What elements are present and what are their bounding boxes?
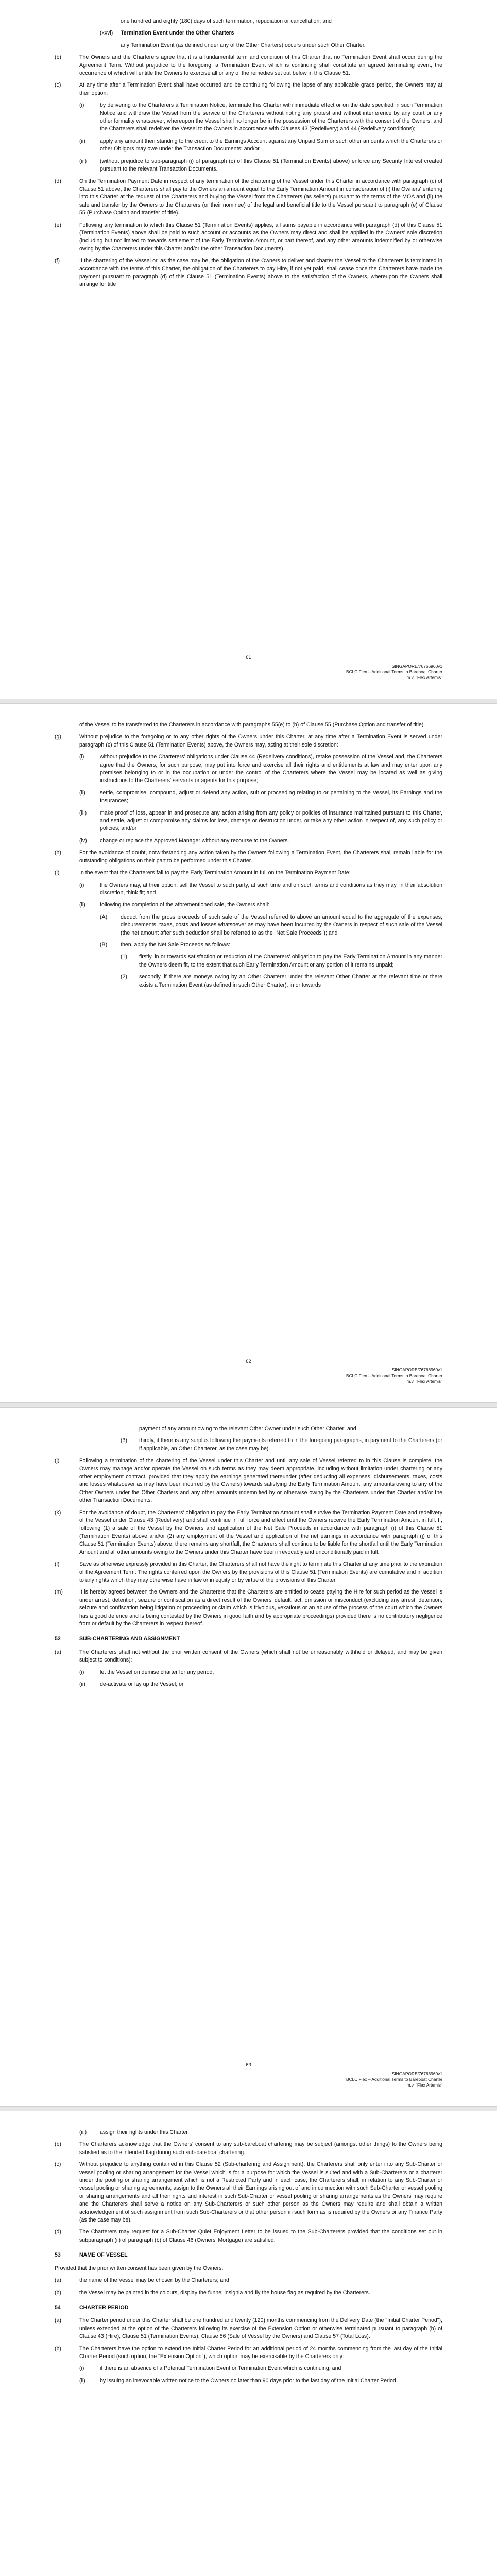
- clause-item: [79, 901, 442, 909]
- clause-label: (a): [55, 1649, 61, 1655]
- footer-vessel: m.v. "Flex Artemis": [406, 1379, 442, 1384]
- footer-doc-ref: SINGAPORE/76766960v1: [391, 1367, 442, 1372]
- clause-text: the name of the Vessel may be chosen by the Charterers; and: [79, 2277, 229, 2284]
- clause-label: (i): [79, 754, 84, 760]
- clause-label: (k): [55, 1509, 61, 1516]
- clause-label: (e): [55, 222, 61, 228]
- clause-text: firstly, in or towards satisfaction or reduction of the Charterers' obligation to pay the Early Termination Amount in any manner the Owners deem fit, to the extent that such Early Termination Amount or any portion of it remains unpaid;: [139, 954, 442, 968]
- clause-label: (b): [55, 54, 61, 61]
- clause-item: [55, 2141, 442, 2157]
- section-title: NAME OF VESSEL: [79, 2252, 128, 2259]
- clause-item: [79, 138, 442, 154]
- clause-text: The Charterers acknowledge that the Owners' consent to any sub-bareboat chartering may be subject (amongst other things) to the Owners being satisfied as to the intended flag during such sub-bareboat chartering.: [79, 2141, 442, 2156]
- section-title: SUB-CHARTERING AND ASSIGNMENT: [79, 1636, 180, 1642]
- clause-item: [55, 733, 442, 749]
- section-intro: Provided that the prior written consent has been given by the Owners:: [55, 2265, 224, 2272]
- footer-reference: [346, 664, 442, 681]
- clause-label: (c): [55, 82, 61, 89]
- clause-label: (ii): [79, 2377, 85, 2384]
- clause-item: [55, 1649, 442, 1665]
- clause-label: (ii): [79, 138, 85, 144]
- clause-text: settle, compromise, compound, adjust or defend any action, suit or proceeding relating to or pertaining to the Vessel, its Earnings and the Insurances;: [100, 789, 442, 804]
- clause-text: following the completion of the aforementioned sale, the Owners shall:: [100, 902, 270, 908]
- clause-item: [55, 178, 442, 217]
- clause-text: without prejudice to the Charterers' obligations under Clause 44 (Redelivery conditions), retake possession of the Vessel and, the Charterers agree that the Owners, for such purpose, may put into force and exercise all their rights and entitlements at law and may enter upon any premises belonging to or in the occupation or under the control of the Charterers where the Vessel may be located as well as giving instructions to the Charterers' servants or agents for this purpose;: [100, 754, 442, 784]
- clause-item: [55, 1561, 442, 1584]
- clause-item: [79, 809, 442, 833]
- clause-text: If the chartering of the Vessel or, as the case may be, the obligation of the Owners to deliver and charter the Vessel to the Charterers is terminated in accordance with the terms of this Charter, the obligation of the Charterers to pay Hire, if not yet paid, shall cease once the Charterers have made the payment pursuant to paragraph (d) of this Clause 51 (Termination Events) above to the satisfaction of the Owners, whereupon the Owners shall arrange for title: [79, 258, 442, 288]
- section-heading-54: [55, 2304, 442, 2312]
- footer-vessel: m.v. "Flex Artemis": [406, 2082, 442, 2088]
- clause-item: [79, 2365, 442, 2372]
- clause-item: [55, 849, 442, 865]
- clause-text: deduct from the gross proceeds of such sale of the Vessel referred to above an amount equal to the aggregate of the expenses, disbursements, taxes, costs and losses whatsoever as may have been incurred by the Owners in respect of such sale of the Vessel (the net amount after such deduction shall be referred to as the "Net Sale Proceeds"); and: [121, 913, 442, 936]
- clause-text: let the Vessel on demise charter for any period;: [100, 1669, 214, 1675]
- clause-label: (b): [55, 2141, 61, 2148]
- clause-label: (1): [121, 954, 127, 960]
- document-page-62: [0, 704, 497, 1402]
- clause-text: Following any termination to which this Clause 51 (Termination Events) applies, all sums payable in accordance with paragraph (d) of this Clause 51 (Termination Events) above shall be paid to such account or accounts as the Owners may direct and shall be applied in the Owners' sole discretion (including but not limited to towards settlement of the Early Termination Amount, or part thereof, and any other amounts indemnified by or otherwise owing by the Charterers under this Charter and/or the other Transaction Documents).: [79, 222, 442, 252]
- section-number: 53: [55, 2252, 61, 2259]
- clause-label: (l): [55, 1561, 60, 1568]
- clause-text: (without prejudice to sub-paragraph (i) of paragraph (c) of this Clause 51 (Termination Events) above) enforce any Security Interest created pursuant to the relevant Transaction Documents.: [100, 158, 442, 173]
- clause-label: (f): [55, 258, 60, 264]
- clause-item: [100, 29, 442, 37]
- page-number: 63: [246, 2062, 251, 2067]
- document-page-63: [0, 1408, 497, 2106]
- clause-text: by issuing an irrevocable written notice to the Owners no later than 90 days prior to the last day of the Initial Charter Period.: [100, 2377, 398, 2384]
- clause-item: [55, 869, 442, 877]
- section-number: 52: [55, 1636, 61, 1642]
- clause-label: (A): [100, 913, 108, 920]
- clause-label: (d): [55, 178, 61, 184]
- clause-text: change or replace the Approved Manager without any recourse to the Owners.: [100, 837, 289, 844]
- clause-item: [79, 2129, 442, 2137]
- clause-item: [55, 1588, 442, 1628]
- clause-item: [79, 837, 442, 845]
- clause-item: [121, 973, 442, 989]
- clause-label: (B): [100, 941, 108, 948]
- clause-item: [79, 158, 442, 174]
- clause-label: (j): [55, 1458, 60, 1464]
- footer-vessel: m.v. "Flex Artemis": [406, 675, 442, 680]
- clause-label: (iv): [79, 837, 87, 844]
- clause-text: Save as otherwise expressly provided in this Charter, the Charterers shall not have the right to terminate this Charter at any time prior to the expiration of the Agreement Term. The rights conferred upon the Owners by the provisions of this Clause 51 (Termination Events) are cumulative and in addition to any rights which they may otherwise have in law or in equity or by virtue of the provisions of this Charter.: [79, 1561, 442, 1583]
- section-heading-52: [55, 1635, 442, 1643]
- page-number: 62: [246, 1358, 251, 1364]
- clause-label: (iii): [79, 809, 87, 816]
- clause-label: (i): [79, 882, 84, 888]
- clause-text: if there is an absence of a Potential Termination Event or Termination Event which is continuing; and: [100, 2365, 341, 2372]
- section-heading-53: [55, 2251, 442, 2259]
- section-title: CHARTER PERIOD: [79, 2304, 129, 2311]
- page-footer: [55, 653, 442, 684]
- clause-item: [100, 913, 442, 937]
- clause-text: On the Termination Payment Date in respect of any termination of the chartering of the Vessel under this Charter in accordance with paragraph (c) of Clause 51 above, the Charterers shall pay to the Owners an amount equal to the Early Termination Amount in consideration of (i) the Owners' entering into this Charter at the request of the Charterers and buying the Vessel from the Charterers (as sellers) pursuant to the terms of the MOA and (ii) the sale and transfer by the Owners to the Charterers (or their nominee) of the legal and beneficial title to the Vessel pursuant to paragraph (e) of Clause 55 (Purchase Option and transfer of title).: [79, 178, 442, 216]
- clause-item: [55, 2277, 442, 2284]
- clause-text: secondly, if there are moneys owing by an Other Charterer under the relevant Other Charter at the relevant time or there exists a Termination Event (as defined in such Other Charter), in or towards: [139, 974, 442, 988]
- clause-text: The Charterers have the option to extend the Initial Charter Period for an additional period of 24 months commencing from the last day of the Initial Charter Period (such option, the "Extension Option"), which option may be exercisable by the Charterers only:: [79, 2345, 442, 2360]
- clause-item: [100, 941, 442, 949]
- clause-item: [79, 882, 442, 897]
- clause-text: For the avoidance of doubt, notwithstanding any action taken by the Owners following a Termination Event, the Charterers shall remain liable for the outstanding obligations on their part to be performed under this Charter.: [79, 850, 442, 864]
- clause-item: [121, 1437, 442, 1453]
- clause-text: For the avoidance of doubt, the Charterers' obligation to pay the Early Termination Amount shall survive the Termination Payment Date and redelivery of the Vessel under Clause 43 (Redelivery) and shall continue in full force and effect until the Owners receive the Early Termination Amount in full. If, following (1) a sale of the Vessel by the Owners and application of the Net Sale Proceeds in accordance with paragraph (i) of this Clause 51 (Termination Events) above and/or (2) any employment of the Vessel and application of the net earnings in accordance with paragraph (j) of this Clause 51 (Termination Events) above, there remains any shortfall, the Charterers shall continue to be liable for the shortfall until the Early Termination Amount and all other amounts owing to the Owners under this Charter have been irrevocably and unconditionally paid in full.: [79, 1509, 442, 1555]
- clause-label: (iii): [79, 2129, 87, 2136]
- clause-item: [79, 789, 442, 805]
- clause-text: The Charterers shall not without the prior written consent of the Owners (which shall not be unreasonably withheld or delayed, and may be given subject to conditions):: [79, 1649, 442, 1664]
- clause-text: then, apply the Net Sale Proceeds as follows:: [121, 941, 231, 948]
- clause-label: (a): [55, 2277, 61, 2284]
- clause-text: apply any amount then standing to the credit to the Earnings Account against any Unpaid Sum or such other amounts which the Charterers or other Obligors may owe under the Transaction Documents; and/or: [100, 138, 442, 152]
- clause-text: the Owners may, at their option, sell the Vessel to such party, at such time and on such terms and conditions as they may, in their absolution discretion, think fit; and: [100, 882, 442, 896]
- footer-doc-ref: SINGAPORE/76766960v1: [391, 2071, 442, 2076]
- clause-item: [55, 1509, 442, 1556]
- clause-label: (3): [121, 1437, 127, 1444]
- paragraph-continuation: of the Vessel to be transferred to the Charterers in accordance with paragraphs 55(e) to (h) of Clause 55 (Purchase Option and transfer of title).: [79, 722, 425, 728]
- clause-item: [79, 1669, 442, 1676]
- footer-doc-title: BCLC Flex – Additional Terms to Bareboat Charter: [346, 669, 442, 674]
- section-number: 54: [55, 2304, 61, 2311]
- clause-item: [55, 2345, 442, 2361]
- clause-text: Without prejudice to anything contained in this Clause 52 (Sub-chartering and Assignment), the Charterers shall only enter into any Sub-Charter or vessel pooling or sharing arrangement for the Vessel which is for a purpose for which the Vessel is suited and with a Sub-Charterers or a charterer under the pooling or sharing arrangement which is not a Restricted Party and in each case, the Charterers shall, in relation to any Sub-Charter or vessel pooling or sharing agreements, assign to the Owners all their Earnings arising out of and in connection with such Sub-Charter or vessel pooling or sharing arrangements and all their rights and interest in such Sub-Charter or vessel pooling or sharing arrangements as the Owners may require and the Charterers shall serve a notice on any Sub-Charterers or such other person as the Owners may require and shall obtain a written acknowledgement of such assignment from such Sub-Charterers or that other person in such form as is required by the Owners or any Finance Party (as the case may be).: [79, 2161, 442, 2224]
- clause-text: At any time after a Termination Event shall have occurred and be continuing following the lapse of any applicable grace period, the Owners may at their option:: [79, 82, 442, 96]
- clause-item: [79, 101, 442, 133]
- clause-label: (c): [55, 2161, 61, 2168]
- clause-item: [55, 2228, 442, 2244]
- clause-text: The Charter period under this Charter shall be one hundred and twenty (120) months commencing from the Delivery Date (the "Initial Charter Period"), unless extended at the option of the Charterers following its exercise of the Extension Option or otherwise terminated pursuant to paragraph (b) of Clause 43 (Hire), Clause 51 (Termination Events), Clause 56 (Sale of Vessel by the Owners) and Clause 57 (Total Loss).: [79, 2317, 442, 2340]
- clause-item: [55, 2317, 442, 2341]
- clause-text: by delivering to the Charterers a Termination Notice, terminate this Charter with immediate effect or on the date specified in such Termination Notice and withdraw the Vessel from the service of the Charterers without noting any protest and without interference by any court or any other formality whatsoever, whereupon the Vessel shall no longer be in the possession of the Charterers with the consent of the Owners, and the Charterers shall redeliver the Vessel to the Owners in accordance with Clauses 43 (Redelivery) and 44 (Redelivery conditions);: [100, 102, 442, 132]
- clause-item: [55, 1457, 442, 1504]
- footer-doc-ref: SINGAPORE/76766960v1: [391, 664, 442, 669]
- clause-label: (ii): [79, 902, 85, 908]
- clause-label: (b): [55, 2345, 61, 2352]
- clause-label: (ii): [79, 1681, 85, 1687]
- clause-text: Without prejudice to the foregoing or to any other rights of the Owners under this Charter, at any time after a Termination Event is served under paragraph (c) of this Clause 51 (Termination Events) above, the Owners may, acting at their sole discretion:: [79, 734, 442, 748]
- footer-reference: [346, 1367, 442, 1384]
- footer-reference: [346, 2071, 442, 2088]
- document-page-64: [0, 2111, 497, 2576]
- clause-text: The Charterers may request for a Sub-Charter Quiet Enjoyment Letter to be issued to the Sub-Charterers provided that the conditions set out in subparagraph (ii) of paragraph (b) of Clause 46 (Owners' Mortgage) are satisfied.: [79, 2229, 442, 2243]
- footer-doc-title: BCLC Flex – Additional Terms to Bareboat Charter: [346, 1373, 442, 1378]
- clause-label: (g): [55, 734, 61, 740]
- clause-item: [79, 1681, 442, 1688]
- clause-item: [55, 81, 442, 97]
- clause-item: [55, 54, 442, 77]
- document-page-61: [0, 0, 497, 699]
- clause-label: (iii): [79, 158, 87, 164]
- clause-label: (a): [55, 2317, 61, 2324]
- clause-text: thirdly, if there is any surplus following the payments referred to in the foregoing paragraphs, in payment to the Charterers (or if applicable, an Other Charterer, as the case may be).: [139, 1437, 442, 1452]
- clause-text: Following a termination of the chartering of the Vessel under this Charter and until any sale of Vessel referred to in this Clause is complete, the Owners may manage and/or operate the Vessel on such terms as they may deem appropriate, including without limitation under chartering or any other employment contract, provided that they apply the earnings generated thereunder (after deducting all expenses, disbursements, taxes, costs and losses whatsoever as may have been incurred by the Owners) towards satisfying the Early Termination Amount, any amounts owing to any of the Other Owners under the Other Charters and any other amounts indemnified by or otherwise owing by the Charterers under this Charter and/or the other Transaction Documents.: [79, 1458, 442, 1504]
- clause-item: [55, 257, 442, 289]
- clause-text: It is hereby agreed between the Owners and the Charterers that the Charterers are entitled to cease paying the Hire for such period as the Vessel is under arrest, detention, seizure or confiscation as a direct result of the Owners' default, act, omission or misconduct (excluding any arrest, detention, seizure and confiscation being litigation or proceeding or claim which is frivolous, vexatious or an abuse of the process of the court which the Owners has a good defence and is being contested by the Owners in good faith and by appropriate proceedings) provided there is no contributory negligence from or default by the Charterers in respect thereof.: [79, 1589, 442, 1627]
- page-footer: [55, 1357, 442, 1388]
- clause-label: (2): [121, 974, 127, 980]
- clause-label: (d): [55, 2229, 61, 2235]
- clause-title: Termination Event under the Other Charters: [121, 30, 234, 37]
- clause-label: (ii): [79, 789, 85, 796]
- clause-label: (xxvi): [100, 30, 113, 37]
- clause-text: assign their rights under this Charter.: [100, 2129, 190, 2136]
- clause-item: [55, 2289, 442, 2297]
- clause-text: the Vessel may be painted in the colours, display the funnel insignia and fly the house flag as required by the Charterers.: [79, 2289, 370, 2296]
- clause-label: (i): [79, 1669, 84, 1675]
- paragraph-continuation: one hundred and eighty (180) days of such termination, repudiation or cancellation; and: [121, 18, 332, 24]
- clause-text: de-activate or lay up the Vessel; or: [100, 1681, 184, 1687]
- page-footer: [55, 2061, 442, 2092]
- clause-label: (b): [55, 2289, 61, 2296]
- page-number: 61: [246, 654, 251, 660]
- clause-label: (i): [79, 102, 84, 109]
- clause-item: [79, 2377, 442, 2385]
- clause-text: any Termination Event (as defined under any of the Other Charters) occurs under such Other Charter.: [121, 42, 366, 48]
- clause-label: (i): [55, 870, 60, 876]
- footer-doc-title: BCLC Flex – Additional Terms to Bareboat Charter: [346, 2077, 442, 2082]
- clause-label: (h): [55, 850, 61, 856]
- clause-item: [121, 953, 442, 969]
- clause-text: In the event that the Charterers fail to pay the Early Termination Amount in full on the Termination Payment Date:: [79, 870, 351, 876]
- clause-label: (m): [55, 1589, 63, 1596]
- paragraph-continuation: payment of any amount owing to the relevant Other Owner under such Other Charter; and: [139, 1426, 356, 1432]
- clause-item: [55, 222, 442, 253]
- clause-label: (i): [79, 2365, 84, 2372]
- clause-item: [55, 2161, 442, 2224]
- clause-text: The Owners and the Charterers agree that it is a fundamental term and condition of this Charter that no Termination Event shall occur during the Agreement Term. Without prejudice to the foregoing, a Termination Event which is continuing shall constitute an agreed terminating event, the occurrence of which will entitle the Owners to exercise all or any of the remedies set out below in this Clause 51.: [79, 54, 442, 77]
- clause-text: make proof of loss, appear in and prosecute any action arising from any policy or policies of insurance maintained pursuant to this Charter, and settle, adjust or compromise any claims for loss, damage or destruction under, or take any other action in respect of, any such policy or policies; and/or: [100, 809, 442, 832]
- clause-item: [79, 753, 442, 785]
